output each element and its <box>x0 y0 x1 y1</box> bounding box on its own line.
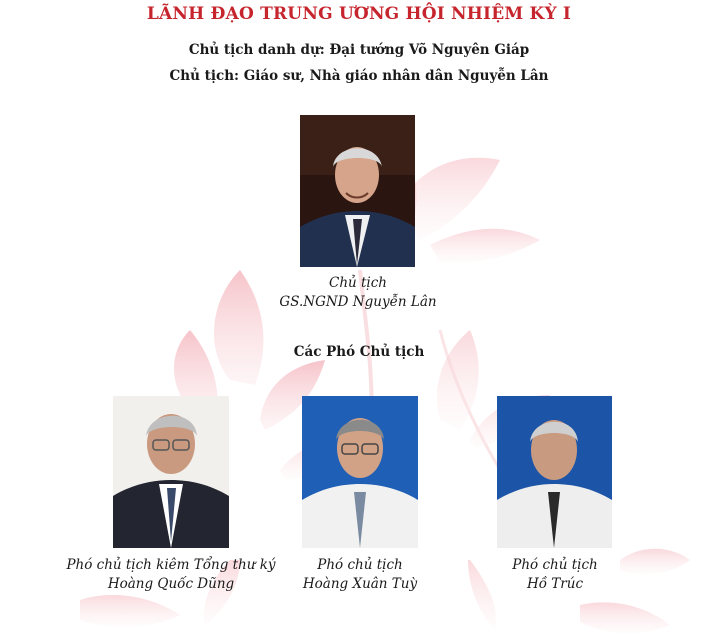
vice-chair-role: Phó chủ tịch <box>512 557 598 573</box>
page-title: LÃNH ĐẠO TRUNG ƯƠNG HỘI NHIỆM KỲ I <box>146 4 572 24</box>
chairman-caption <box>258 274 458 312</box>
vice-chair-role: Phó chủ tịch <box>317 557 403 573</box>
vice-chair-portrait <box>497 396 612 548</box>
vice-chair-caption <box>455 556 655 594</box>
vice-chair-portrait <box>302 396 418 548</box>
chairman-name: GS.NGND Nguyễn Lân <box>279 294 437 310</box>
chairman-portrait <box>300 115 415 267</box>
vice-chair-role: Phó chủ tịch kiêm Tổng thư ký <box>66 557 276 573</box>
vice-chair-portrait <box>113 396 229 548</box>
vice-chairs-heading: Các Phó Chủ tịch <box>293 344 425 360</box>
vice-chair-name: Hoàng Quốc Dũng <box>107 576 235 592</box>
vice-chair-name: Hồ Trúc <box>526 576 584 592</box>
chair-line: Chủ tịch: Giáo sư, Nhà giáo nhân dân Nguyễn Lân <box>169 68 549 84</box>
vice-chair-caption <box>48 556 294 594</box>
chairman-role: Chủ tịch <box>328 275 387 291</box>
vice-chair-name: Hoàng Xuân Tuỳ <box>302 576 418 592</box>
honorary-chair-line: Chủ tịch danh dự: Đại tướng Võ Nguyên Giáp <box>188 42 530 58</box>
vice-chair-caption <box>260 556 460 594</box>
